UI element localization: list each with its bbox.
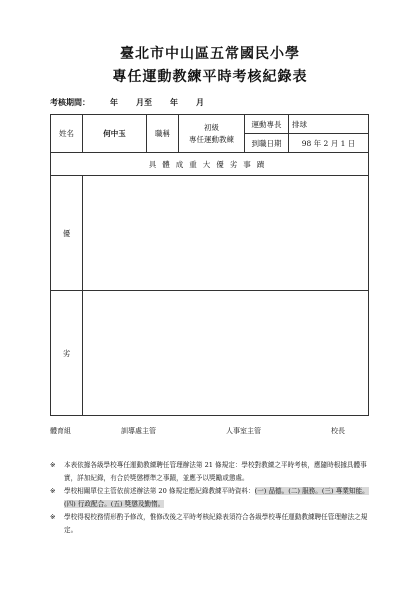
note-item bbox=[50, 485, 375, 510]
section-title: 具體成重大優劣事蹟 bbox=[51, 153, 369, 176]
reference-mark-icon: ※ bbox=[50, 513, 56, 521]
name-value: 何中玉 bbox=[83, 115, 147, 153]
reference-mark-icon: ※ bbox=[50, 461, 56, 469]
note-text: 本表依據各級學校專任運動教練聘任管理辦法第 21 條規定：學校對教練之平時考核，應隨時根據具體事實，詳加紀錄，有合於獎懲標準之事蹟，並應予以獎勵或懲處。 bbox=[64, 461, 367, 482]
note-item bbox=[50, 511, 375, 536]
position-value-line1: 初級 bbox=[204, 122, 219, 132]
period-year-end: 年 bbox=[170, 97, 178, 107]
start-date-value: 98 年 2 月 1 日 bbox=[289, 134, 369, 153]
note-text: 學校得視校務情形酌予修改，惟修改後之平時考核紀錄表須符合各級學校專任運動教練聘任管理辦法之規定。 bbox=[64, 513, 368, 534]
position-value bbox=[179, 115, 245, 153]
period-month-end: 月 bbox=[196, 97, 204, 107]
school-name: 臺北市中山區五常國民小學 bbox=[120, 46, 300, 62]
signature-discipline-head: 訓導處主管 bbox=[121, 427, 156, 435]
reference-mark-icon: ※ bbox=[50, 487, 56, 495]
demerit-label: 劣 bbox=[51, 291, 83, 416]
start-date-label: 到職日期 bbox=[245, 134, 289, 153]
demerit-content-cell bbox=[83, 291, 369, 416]
signature-row bbox=[50, 426, 370, 438]
period-month-start: 月至 bbox=[136, 97, 152, 107]
form-title: 專任運動教練平時考核紀錄表 bbox=[112, 69, 308, 85]
merit-content-cell bbox=[83, 176, 369, 291]
sport-value: 排球 bbox=[289, 115, 369, 134]
position-label: 職稱 bbox=[147, 115, 179, 153]
period-year-start: 年 bbox=[110, 97, 118, 107]
period-label: 考核期間： bbox=[50, 97, 90, 107]
signature-principal: 校長 bbox=[331, 427, 345, 435]
name-label: 姓名 bbox=[51, 115, 83, 153]
evaluation-table bbox=[50, 114, 369, 416]
review-period bbox=[50, 97, 204, 108]
merit-label: 優 bbox=[51, 176, 83, 291]
signature-sports-group: 體育組 bbox=[50, 427, 71, 435]
position-value-line2: 專任運動教練 bbox=[189, 134, 234, 144]
note-highlight-text: (一) 品德。(二) 服務。(三) 專業知能。(四) 行政配合。(五) 獎懲及勤惰。 bbox=[64, 487, 369, 508]
notes-section bbox=[50, 459, 375, 537]
signature-personnel-head: 人事室主管 bbox=[226, 427, 261, 435]
note-text: 學校相關單位主管依前述辦法第 20 條規定應紀錄教練平時資料： bbox=[64, 487, 255, 495]
note-item bbox=[50, 459, 375, 484]
sport-label: 運動專長 bbox=[245, 115, 289, 134]
